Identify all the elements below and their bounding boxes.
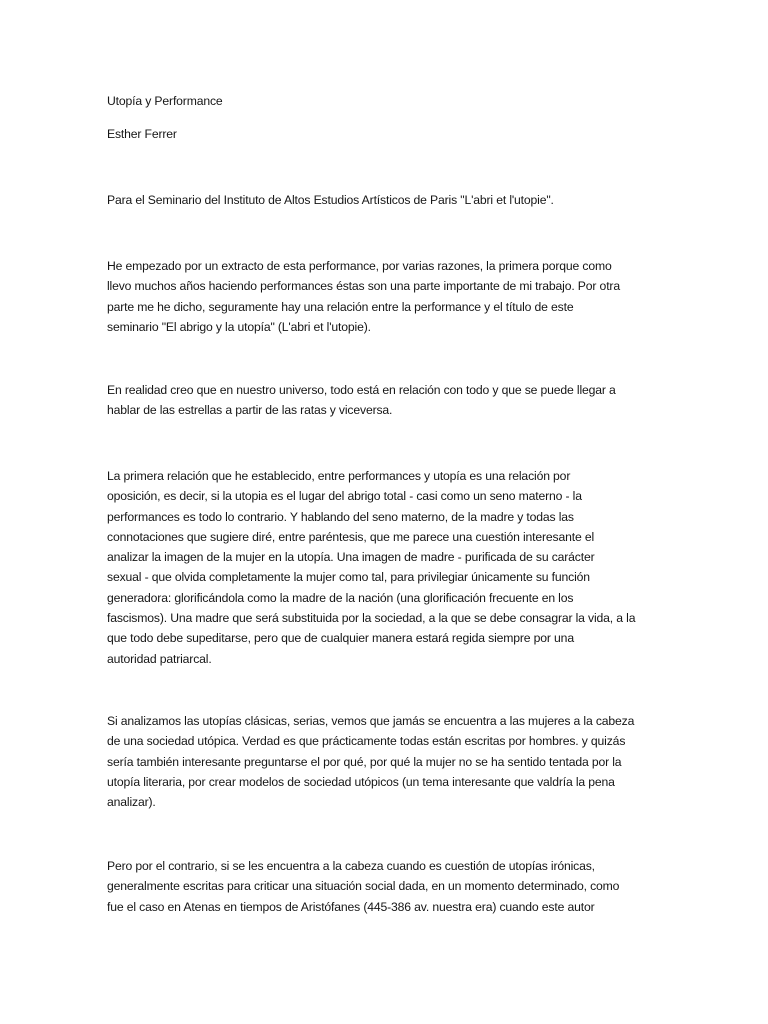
document-title: Utopía y Performance: [107, 94, 223, 108]
paragraph-line: hablar de las estrellas a partir de las ratas y viceversa.: [107, 403, 393, 418]
paragraph-seminar: [107, 190, 663, 210]
paragraph-line: autoridad patriarcal.: [107, 651, 212, 666]
paragraph-line: llevo muchos años haciendo performances éstas son una parte importante de mi trabajo. Por otra: [107, 279, 620, 294]
paragraph-relation: [107, 466, 663, 669]
paragraph-line: En realidad creo que en nuestro universo, todo está en relación con todo y que se puede llegar a: [107, 383, 616, 397]
paragraph-line: sería también interesante preguntarse el por qué, por qué la mujer no se ha sentido tentada por la: [107, 754, 622, 769]
document-author: Esther Ferrer: [107, 127, 177, 141]
paragraph-line: He empezado por un extracto de esta performance, por varias razones, la primera porque como: [107, 259, 612, 273]
paragraph-line: oposición, es decir, si la utopia es el lugar del abrigo total - casi como un seno materno - la: [107, 489, 582, 504]
paragraph-line: de una sociedad utópica. Verdad es que prácticamente todas están escritas por hombres. y quizás: [107, 734, 626, 749]
paragraph-line: performances es todo lo contrario. Y hablando del seno materno, de la madre y todas las: [107, 509, 574, 524]
paragraph-line: generalmente escritas para criticar una situación social dada, en un momento determinado, como: [107, 879, 620, 894]
paragraph-utopias: [107, 711, 663, 812]
paragraph-line: La primera relación que he establecido, entre performances y utopía es una relación por: [107, 469, 571, 483]
paragraph-line: Para el Seminario del Instituto de Altos Estudios Artísticos de Paris "L'abri et l'utopie".: [107, 193, 554, 207]
paragraph-intro: [107, 256, 663, 337]
paragraph-line: analizar la imagen de la mujer en la utopía. Una imagen de madre - purificada de su carácter: [107, 550, 595, 565]
paragraph-line: utopía literaria, por crear modelos de sociedad utópicos (un tema interesante que valdría la pena: [107, 774, 615, 789]
paragraph-ironic: [107, 856, 663, 917]
paragraph-line: parte me he dicho, seguramente hay una relación entre la performance y el título de este: [107, 299, 574, 314]
paragraph-universe: [107, 380, 663, 421]
paragraph-line: analizar).: [107, 795, 156, 810]
paragraph-line: generadora: glorificándola como la madre de la nación (una glorificación frecuente en los: [107, 590, 574, 605]
paragraph-line: Si analizamos las utopías clásicas, serias, vemos que jamás se encuentra a las mujeres a la cabeza: [107, 714, 635, 728]
paragraph-line: que todo debe supeditarse, pero que de cualquier manera estará regida siempre por una: [107, 631, 574, 646]
paragraph-line: connotaciones que sugiere diré, entre paréntesis, que me parece una cuestión interesante el: [107, 529, 595, 544]
paragraph-line: sexual - que olvida completamente la mujer como tal, para privilegiar únicamente su función: [107, 570, 590, 585]
paragraph-line: fue el caso en Atenas en tiempos de Aristófanes (445-386 av. nuestra era) cuando este autor: [107, 899, 595, 914]
paragraph-line: Pero por el contrario, si se les encuentra a la cabeza cuando es cuestión de utopías irónicas,: [107, 859, 595, 873]
paragraph-line: fascismos). Una madre que será substituida por la sociedad, a la que se debe consagrar la vida, a la: [107, 611, 636, 626]
paragraph-line: seminario "El abrigo y la utopía" (L'abri et l'utopie).: [107, 319, 371, 334]
